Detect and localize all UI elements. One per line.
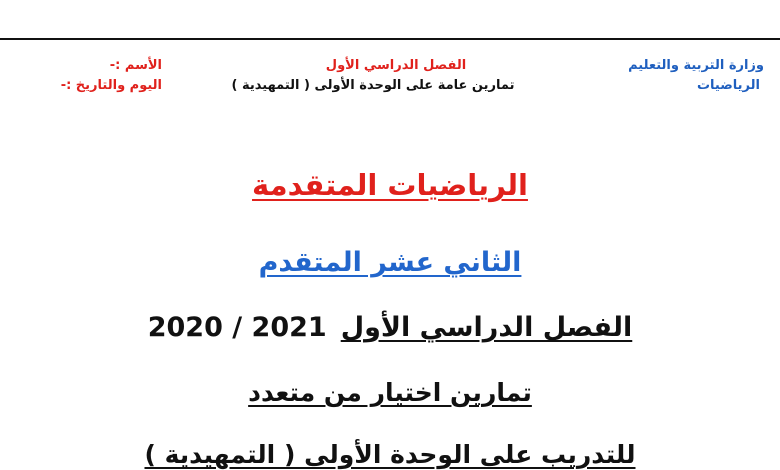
- academic-years: 2020 / 2021: [147, 312, 327, 343]
- grade-title: الثاني عشر المتقدم: [258, 247, 522, 278]
- ministry-name: وزارة التربية والتعليم: [628, 58, 764, 73]
- subject-name: الرياضيات: [696, 78, 760, 93]
- date-field: اليوم والتاريخ :-: [60, 78, 162, 93]
- header-divider: [0, 38, 780, 40]
- exercises-label: تمارين عامة على الوحدة الأولى ( التمهيدية ): [231, 78, 515, 93]
- term-label: الفصل الدراسي الأول: [325, 58, 467, 73]
- exercise-type-heading: تمارين اختيار من متعدد: [248, 378, 532, 407]
- term-heading: [0, 312, 780, 343]
- document-title: الرياضيات المتقدمة: [252, 168, 528, 202]
- name-field: الأسم :-: [109, 58, 162, 73]
- unit-heading: للتدريب على الوحدة الأولى ( التمهيدية ): [144, 440, 636, 469]
- term-heading-label: الفصل الدراسي الأول: [340, 312, 633, 343]
